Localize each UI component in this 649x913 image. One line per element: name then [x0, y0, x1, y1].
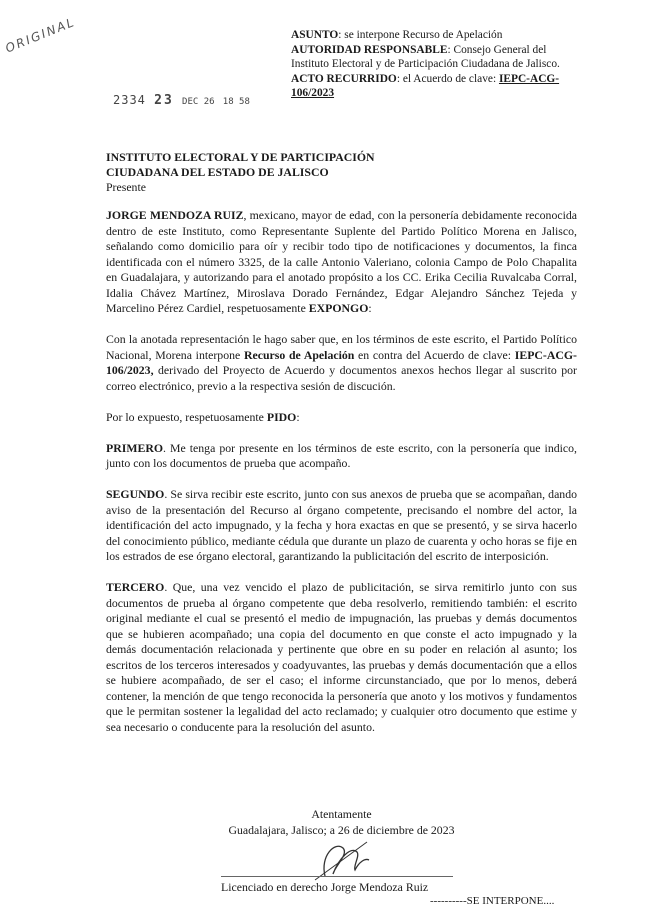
- intro-text: , mexicano, mayor de edad, con la personería debidamente reconocida dentro de este Instituto, como Representante Suplente del Partido Político Morena en Jalisco, señalando como domicilio para oír y recibir todo tipo de notificaciones y documentos, la finca identificada con el número 3325, de la calle Antonio Valeriano, colonia Campo de Polo Chapalita en Guadalajara, y autorizando para el anotado propósito a los CC. Erika Cecilia Ruvalcaba Corral, Idalia Chávez Martínez, Miroslava Dorado Fernández, Edgar Alejandro Sánchez Tejeda y Marcelino Pérez Cardiel, respetuosamente: [106, 208, 577, 315]
- primero-label: PRIMERO: [106, 440, 164, 455]
- paragraph-primero: [106, 441, 577, 472]
- reception-stamp: [113, 93, 250, 108]
- segundo-text: . Se sirva recibir este escrito, junto con sus anexos de prueba que se acompañan, dando aviso de la presentación del Recurso al órgano competente, precisando el nombre del actor, la identificación del acto impugnado, y la fecha y hora exactas en que se presentó, y se sirva hacerlo del conocimiento público, mediante cédula que durante un plazo de cuarenta y ocho horas se fije en los estrados de ese órgano electoral, garantizando la publicitación del escrito de interposición.: [106, 487, 577, 563]
- stamp-month-year: DEC 26: [182, 97, 215, 107]
- recurso-term: Recurso de Apelación: [243, 347, 355, 362]
- handwritten-original-mark: ORIGINAL: [3, 14, 78, 56]
- addressee-presente: Presente: [106, 180, 146, 194]
- addressee-line-1: INSTITUTO ELECTORAL Y DE PARTICIPACIÓN: [106, 150, 375, 164]
- autoridad-label: AUTORIDAD RESPONSABLE: [291, 43, 448, 56]
- acto-line: [291, 72, 581, 101]
- autoridad-line: [291, 43, 581, 72]
- pido-word: PIDO: [266, 409, 297, 424]
- petitioner-name: JORGE MENDOZA RUIZ: [106, 208, 244, 222]
- intro-end: :: [368, 301, 372, 315]
- document-body: [106, 208, 577, 751]
- tercero-label: TERCERO: [106, 580, 165, 594]
- representation-text-c: derivado del Proyecto de Acuerdo y documentos anexos hechos llegar al suscrito por correo electrónico, previo a la respectiva sesión de discución.: [106, 363, 577, 393]
- tercero-text: . Que, una vez vencido el plazo de publicitación, se sirva remitirlo junto con sus documentos de prueba al órgano competente que deba resolverlo, remitiendo también: el escrito original mediante el cual se presentó el medio de impugnación, las pruebas y demás documentos que se hubieren acompañado; una copia del documento en que conste el acto impugnado y la demás documentación relacionada y pertinente que obre en su poder en relación al asunto; los escritos de los terceros interesados y coadyuvantes, las pruebas y demás documentación que a ellos se hubiere acompañado, de ser el caso; el informe circunstanciado, que por lo menos, deberá contener, la mención de que tengo reconocida la personería que anoto y los motivos y fundamentos que le permitan sostener la legalidad del acto reclamado; y cualquier otro documento que estime y sea necesario o conducente para la resolución del asunto.: [106, 580, 577, 734]
- pido-text: Por lo expuesto, respetuosamente: [106, 409, 267, 424]
- acto-text: : el Acuerdo de clave:: [396, 72, 499, 85]
- pido-end: :: [296, 409, 300, 424]
- signature-line: [221, 876, 453, 877]
- stamp-time: 18 58: [222, 97, 250, 107]
- paragraph-representation: [106, 332, 577, 394]
- atentamente: Atentamente: [311, 807, 372, 821]
- segundo-label: SEGUNDO: [106, 487, 165, 501]
- asunto-label: ASUNTO: [291, 29, 339, 41]
- handwritten-signature: [305, 836, 375, 886]
- representation-text-a: Con la anotada representación le hago saber que, en los términos de este escrito, el Partido Político Nacional, Morena interpone: [106, 332, 577, 362]
- closing-block: [106, 806, 577, 838]
- asunto-line: [291, 28, 581, 43]
- stamp-day: 23: [154, 93, 174, 108]
- primero-text: . Me tenga por presente en los términos de este escrito, con la personería que indico, junto con los documentos de prueba que acompaño.: [106, 440, 577, 470]
- acto-clave: IEPC-ACG-106/2023: [291, 72, 560, 100]
- acuerdo-clave: IEPC-ACG-106/2023,: [106, 347, 577, 377]
- paragraph-intro: [106, 208, 577, 317]
- addressee-block: [106, 150, 576, 195]
- addressee-line-2: CIUDADANA DEL ESTADO DE JALISCO: [106, 165, 329, 179]
- expongo-word: EXPONGO: [308, 301, 369, 315]
- stamp-number: 2334: [113, 93, 146, 107]
- acto-label: ACTO RECURRIDO: [291, 72, 397, 85]
- case-header: [291, 28, 581, 101]
- paragraph-segundo: [106, 487, 577, 565]
- representation-text-b: en contra del Acuerdo de clave:: [354, 347, 515, 362]
- place-date: Guadalajara, Jalisco; a 26 de diciembre de 2023: [228, 823, 455, 837]
- signer-name: Licenciado en derecho Jorge Mendoza Ruiz: [221, 880, 429, 894]
- paragraph-pido: [106, 410, 577, 426]
- paragraph-tercero: [106, 580, 577, 735]
- asunto-text: : se interpone Recurso de Apelación: [338, 29, 503, 41]
- continued-note: ----------SE INTERPONE....: [430, 895, 555, 907]
- autoridad-text: : Consejo General del Instituto Electoral y de Participación Ciudadana de Jalisco.: [291, 43, 560, 71]
